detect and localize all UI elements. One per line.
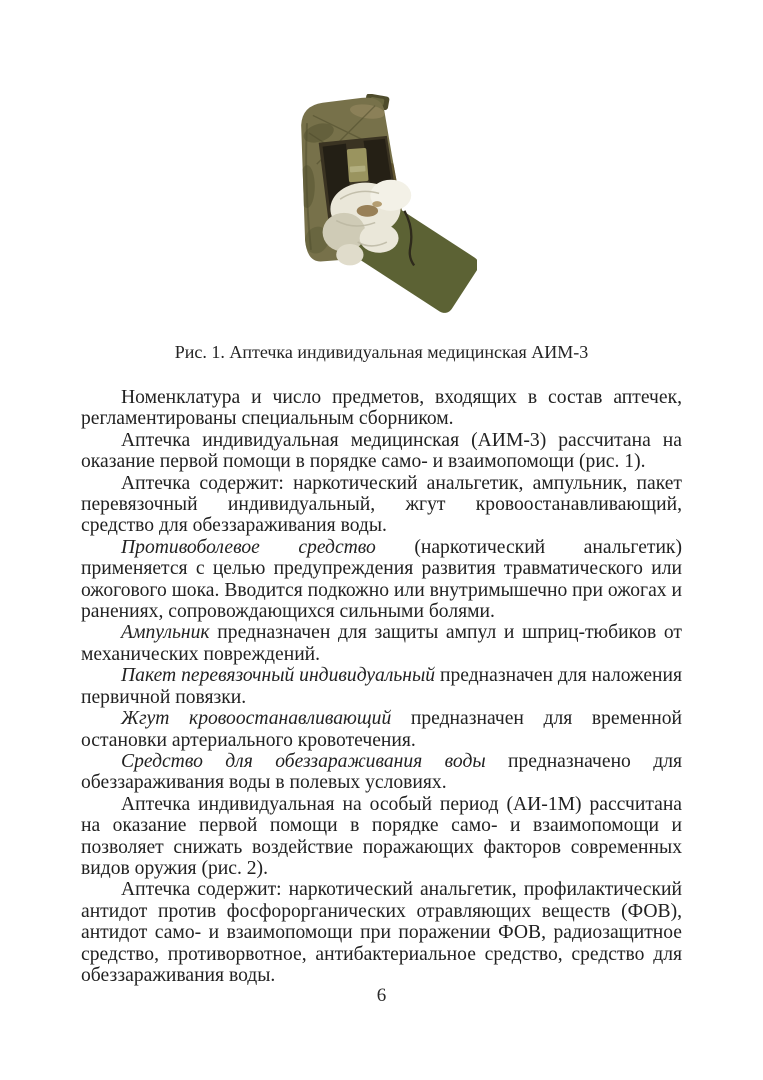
paragraph (81, 794, 682, 880)
text-run: Аптечка индивидуальная на особый период (АИ-1М) рассчитана на оказание первой помощи в порядке само- и взаимопомощи и позволяет снижать воздействие поражающих факторов современных видов оружия (рис. 2). (81, 793, 682, 879)
text-run: предназначен для временной остановки артериального кровотечения. (81, 708, 682, 751)
paragraph (81, 473, 682, 537)
interior-label-tab (347, 148, 369, 182)
term-italic: Жгут кровоостанавливающий (121, 708, 392, 730)
text-run: Аптечка содержит: наркотический анальгетик, ампульник, пакет перевязочный индивидуальный, жгут кровоостанавливающий, средство для обеззараживания воды. (81, 472, 682, 537)
text-run: Номенклатура и число предметов, входящих в состав аптечек, регламентированы специальным сборником. (81, 387, 682, 430)
text-run: предназначен для наложения первичной повязки. (81, 665, 682, 708)
paragraph (81, 665, 682, 708)
paragraph (81, 879, 682, 986)
first-aid-pouch-illustration (287, 94, 477, 318)
paragraph (81, 708, 682, 751)
paragraph (81, 751, 682, 794)
text-run: предназначен для защиты ампул и шприц-тюбиков от механических повреждений. (81, 622, 682, 665)
term-italic: Противоболевое средство (121, 536, 376, 558)
figure-image (287, 94, 477, 318)
paragraph (81, 387, 682, 430)
paragraph (81, 430, 682, 473)
text-run: Аптечка индивидуальная медицинская (АИМ-3) рассчитана на оказание первой помощи в порядке само- и взаимопомощи (рис. 1). (81, 429, 682, 473)
term-italic: Ампульник (121, 622, 210, 644)
text-run: (наркотический анальгетик) применяется с целью предупреждения развития травматического или ожогового шока. Вводится подкожно или внутримышечно при ожогах и ранениях, сопровождающихся сильными болями. (81, 536, 682, 623)
text-run: предназначено для обеззараживания воды в полевых условиях. (81, 750, 682, 794)
paragraph (81, 622, 682, 665)
term-italic: Средство для обеззараживания воды (121, 750, 486, 772)
page-number: 6 (376, 985, 387, 1006)
paragraph (81, 537, 682, 623)
text-run: Аптечка содержит: наркотический анальгетик, профилактический антидот против фосфорорганических отравляющих веществ (ФОВ), антидот само- и взаимопомощи при поражении ФОВ, радиозащитное средство, противорвотное, антибактериальное средство, средство для обеззараживания воды. (81, 879, 682, 986)
figure-caption: Рис. 1. Аптечка индивидуальная медицинская АИМ-3 (174, 342, 589, 362)
body-text (81, 387, 682, 986)
term-italic: Пакет перевязочный индивидуальный (121, 665, 436, 687)
